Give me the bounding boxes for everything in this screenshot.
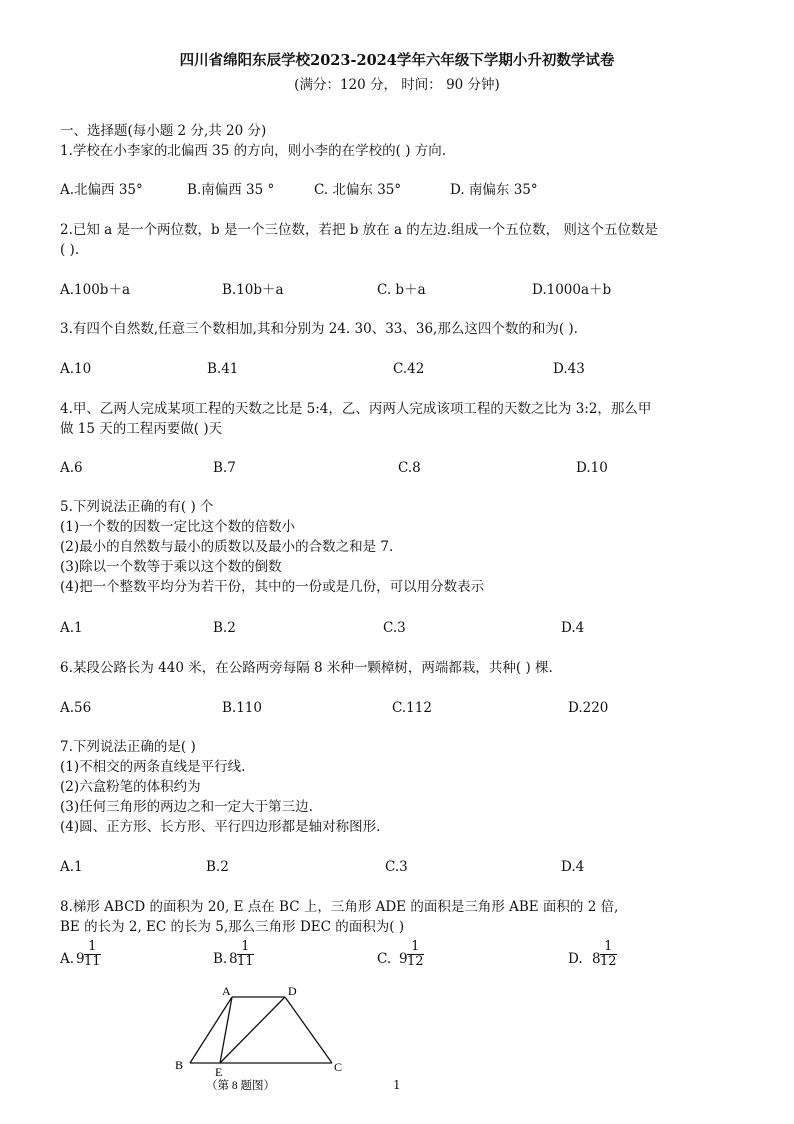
question-4-option-b[interactable]: B.7: [213, 460, 236, 476]
question-3-option-b[interactable]: B.41: [207, 361, 239, 377]
question-2-option-d[interactable]: D.1000a＋b: [532, 282, 612, 298]
question-2-option-b[interactable]: B.10b＋a: [222, 282, 284, 298]
question-3-option-c[interactable]: C.42: [393, 361, 425, 377]
question-7-option-c[interactable]: C.3: [385, 859, 408, 875]
question-5-option-b[interactable]: B.2: [213, 620, 236, 636]
exam-subtitle: (满分：120 分， 时间： 90 分钟): [294, 77, 500, 93]
question-4-stem-line-1: 4.甲、乙两人完成某项工程的天数之比是 5:4，乙、丙两人完成该项工程的天数之比为 3:2，那么甲: [60, 401, 652, 417]
question-2-stem-line-1: 2.已知 a 是一个两位数，b 是一个三位数，若把 b 放在 a 的左边.组成一个五位数， 则这个五位数是: [60, 222, 658, 238]
question-3-option-a[interactable]: A.10: [60, 361, 92, 377]
question-7-statement-3: (3)任何三角形的两边之和一定大于第三边.: [60, 799, 313, 815]
figure-caption: （第 8 题图）: [206, 1080, 275, 1092]
question-6-option-a[interactable]: A.56: [60, 700, 92, 716]
question-7-statement-4: (4)圆、正方形、长方形、平行四边形都是轴对称图形.: [60, 819, 381, 835]
question-4-option-d[interactable]: D.10: [576, 460, 608, 476]
question-2-stem-line-2: ( ).: [60, 242, 80, 258]
question-8-stem-line-1: 8.梯形 ABCD 的面积为 20, E 点在 BC 上，三角形 ADE 的面积是三角形 ABE 面积的 2 倍,: [60, 899, 619, 915]
question-4-option-a[interactable]: A.6: [60, 460, 83, 476]
option-letter: B.: [213, 951, 228, 967]
question-1-option-d[interactable]: D. 南偏东 35°: [450, 182, 538, 198]
question-5-option-a[interactable]: A.1: [60, 620, 83, 636]
fraction-whole: 8: [592, 951, 601, 967]
question-6-option-b[interactable]: B.110: [222, 700, 262, 716]
point-label-c: C: [334, 1060, 343, 1074]
fraction-denominator: 11: [84, 954, 101, 969]
question-7-option-d[interactable]: D.4: [561, 859, 585, 875]
question-4-stem-line-2: 做 15 天的工程丙要做( )天: [60, 421, 223, 437]
question-7-statement-1: (1)不相交的两条直线是平行线.: [60, 759, 246, 775]
fraction-denominator: 11: [237, 954, 254, 969]
question-5-statement-4: (4)把一个整数平均分为若干份，其中的一份或是几份，可以用分数表示: [60, 579, 485, 595]
fraction-numerator: 1: [407, 940, 424, 955]
question-4-option-c[interactable]: C.8: [398, 460, 421, 476]
question-5-option-c[interactable]: C.3: [383, 620, 406, 636]
question-5-statement-3: (3)除以一个数等于乘以这个数的倒数: [60, 559, 282, 575]
segment-dc: [285, 997, 332, 1063]
question-3-option-d[interactable]: D.43: [553, 361, 585, 377]
point-label-b: B: [175, 1058, 184, 1072]
option-letter: C.: [377, 951, 392, 967]
point-label-a: A: [222, 984, 231, 998]
question-7-option-b[interactable]: B.2: [206, 859, 229, 875]
fraction: [84, 940, 101, 969]
fraction-numerator: 1: [237, 940, 254, 955]
question-1-stem: 1.学校在小李家的北偏西 35 的方向，则小李的在学校的( ) 方向.: [60, 143, 447, 159]
fraction-whole: 8: [229, 951, 238, 967]
question-1-option-b[interactable]: B.南偏西 35 °: [187, 182, 275, 198]
question-6-stem: 6.某段公路长为 440 米，在公路两旁每隔 8 米种一颗樟树，两端都栽，共种( ) 棵.: [60, 660, 553, 676]
fraction-denominator: 12: [407, 954, 424, 969]
exam-title: 四川省绵阳东辰学校2023-2024学年六年级下学期小升初数学试卷: [179, 52, 615, 69]
fraction-whole: 9: [76, 951, 85, 967]
question-1-option-c[interactable]: C. 北偏东 35°: [314, 182, 402, 198]
page-number: 1: [393, 1078, 401, 1092]
fraction: [237, 940, 254, 969]
question-5-stem: 5.下列说法正确的有( ) 个: [60, 499, 214, 515]
point-label-e: E: [215, 1065, 223, 1079]
question-7-statement-2: (2)六盒粉笔的体积约为: [60, 779, 201, 795]
fraction-whole: 9: [399, 951, 408, 967]
question-1-option-a[interactable]: A.北偏西 35°: [60, 182, 143, 198]
question-6-option-c[interactable]: C.112: [392, 700, 432, 716]
question-5-statement-2: (2)最小的自然数与最小的质数以及最小的合数之和是 7.: [60, 539, 394, 555]
question-2-option-a[interactable]: A.100b＋a: [60, 282, 130, 298]
fraction: [600, 940, 617, 969]
question-7-stem: 7.下列说法正确的是( ): [60, 739, 196, 755]
question-8-stem-line-2: BE 的长为 2, EC 的长为 5,那么三角形 DEC 的面积为( ): [60, 919, 405, 935]
option-letter: A.: [60, 951, 75, 967]
fraction: [407, 940, 424, 969]
fraction-numerator: 1: [600, 940, 617, 955]
fraction-denominator: 12: [600, 954, 617, 969]
question-5-option-d[interactable]: D.4: [561, 620, 585, 636]
section-heading: 一、选择题(每小题 2 分,共 20 分): [60, 123, 267, 139]
question-3-stem: 3.有四个自然数,任意三个数相加,其和分别为 24. 30、33、36,那么这四个数的和为( ).: [60, 321, 578, 337]
point-label-d: D: [288, 984, 297, 998]
question-6-option-d[interactable]: D.220: [568, 700, 609, 716]
trapezoid-figure: [170, 980, 360, 1100]
question-2-option-c[interactable]: C. b＋a: [377, 282, 426, 298]
question-7-option-a[interactable]: A.1: [60, 859, 83, 875]
fraction-numerator: 1: [84, 940, 101, 955]
question-5-statement-1: (1)一个数的因数一定比这个数的倍数小: [60, 519, 296, 535]
option-letter: D.: [568, 951, 583, 967]
